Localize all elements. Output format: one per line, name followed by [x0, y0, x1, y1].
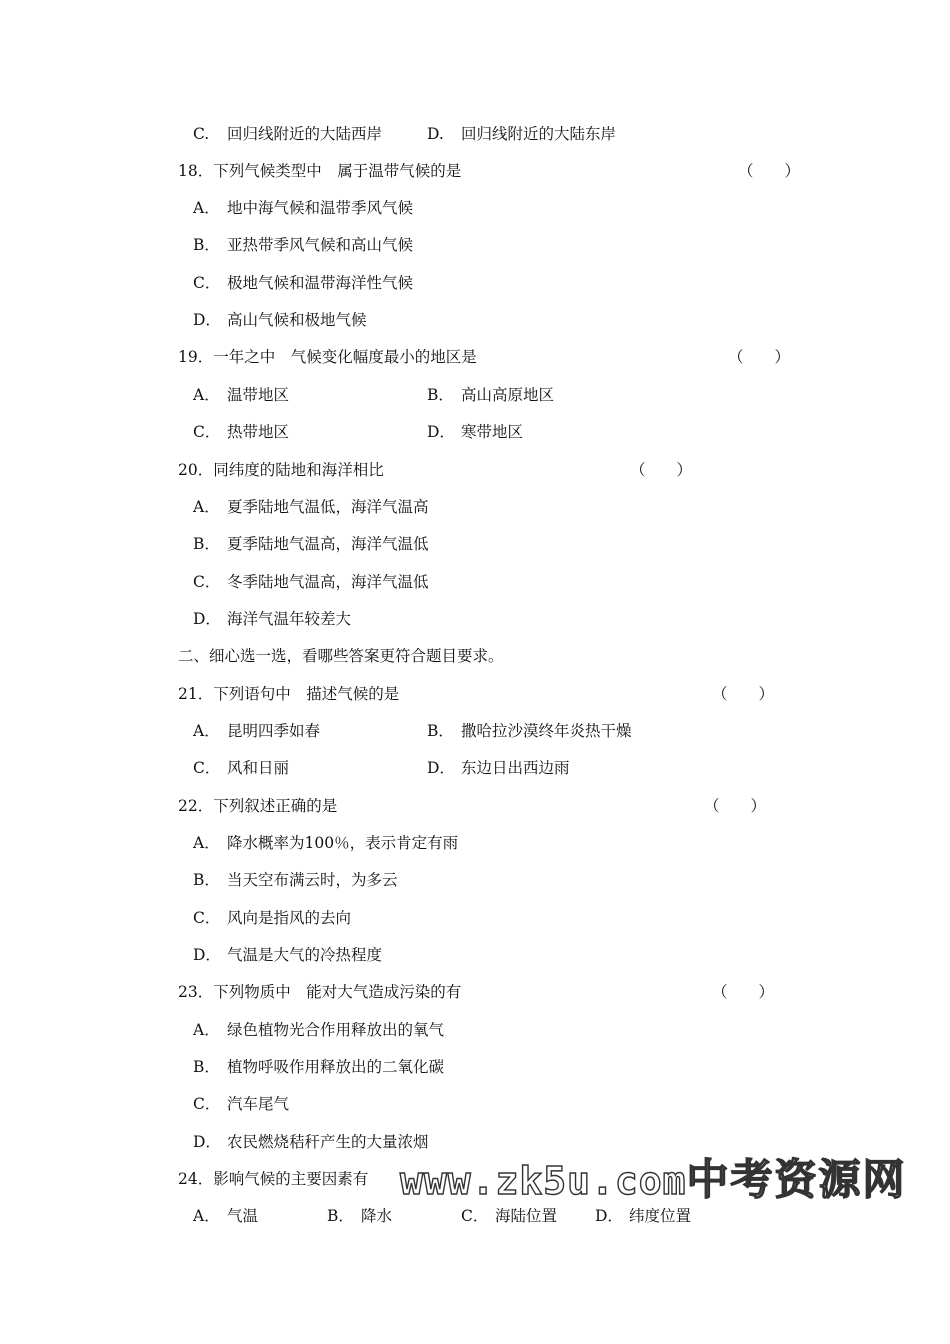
- q18-option-b: B． 亚热带季风气候和高山气候: [193, 236, 414, 254]
- q17-option-c: C. 回归线附近的大陆西岸: [193, 125, 383, 143]
- q19-option-d: D． 寒带地区: [427, 423, 524, 441]
- q22-option-b: B． 当天空布满云时，为多云: [193, 871, 398, 889]
- q19-option-c: C． 热带地区: [193, 423, 290, 441]
- q21-option-a: A． 昆明四季如春: [193, 722, 321, 740]
- q23-answer-paren: （ ）: [712, 983, 775, 1001]
- q23-option-c: C． 汽车尾气: [193, 1095, 290, 1113]
- q24-option-d: D． 纬度位置: [595, 1207, 692, 1225]
- q23-option-a: A． 绿色植物光合作用释放出的氧气: [193, 1021, 445, 1039]
- q18-option-a: A． 地中海气候和温带季风气候: [193, 199, 414, 217]
- q18-option-c: C． 极地气候和温带海洋性气候: [193, 274, 414, 292]
- q19-answer-paren: （ ）: [728, 348, 791, 366]
- q21-stem: 21．下列语句中 描述气候的是: [178, 685, 400, 703]
- watermark-site-name: 中考资源网: [686, 1155, 907, 1204]
- q21-option-d: D． 东边日出西边雨: [427, 759, 570, 777]
- q22-option-d: D． 气温是大气的冷热程度: [193, 946, 383, 964]
- q23-option-b: B． 植物呼吸作用释放出的二氧化碳: [193, 1058, 445, 1076]
- watermark-url: www.zk5u.com: [400, 1159, 687, 1203]
- q21-option-b: B． 撒哈拉沙漠终年炎热干燥: [427, 722, 632, 740]
- q24-stem: 24．影响气候的主要因素有: [178, 1170, 369, 1188]
- q19-option-b: B． 高山高原地区: [427, 386, 555, 404]
- q23-stem: 23．下列物质中 能对大气造成污染的有: [178, 983, 462, 1001]
- q18-answer-paren: （ ）: [738, 162, 801, 180]
- q18-option-d: D． 高山气候和极地气候: [193, 311, 367, 329]
- section-2-heading: 二、细心选一选，看哪些答案更符合题目要求。: [178, 647, 504, 665]
- q20-stem: 20．同纬度的陆地和海洋相比: [178, 461, 384, 479]
- q23-option-d: D． 农民燃烧秸秆产生的大量浓烟: [193, 1133, 429, 1151]
- q21-option-c: C． 风和日丽: [193, 759, 290, 777]
- q18-stem: 18．下列气候类型中 属于温带气候的是: [178, 162, 462, 180]
- q20-answer-paren: （ ）: [630, 461, 693, 479]
- q24-option-b: B． 降水: [327, 1207, 393, 1225]
- q24-option-a: A． 气温: [193, 1207, 259, 1225]
- q22-answer-paren: （ ）: [704, 797, 767, 815]
- q22-option-c: C． 风向是指风的去向: [193, 909, 352, 927]
- site-watermark: [400, 1155, 907, 1206]
- q20-option-b: B． 夏季陆地气温高，海洋气温低: [193, 535, 429, 553]
- q19-stem: 19．一年之中 气候变化幅度最小的地区是: [178, 348, 477, 366]
- q17-option-d: D. 回归线附近的大陆东岸: [427, 125, 617, 143]
- q19-option-a: A． 温带地区: [193, 386, 290, 404]
- q20-option-c: C． 冬季陆地气温高，海洋气温低: [193, 573, 429, 591]
- q20-option-d: D． 海洋气温年较差大: [193, 610, 352, 628]
- q20-option-a: A． 夏季陆地气温低，海洋气温高: [193, 498, 429, 516]
- q22-option-a: A． 降水概率为100％，表示肯定有雨: [193, 834, 459, 852]
- q24-option-c: C． 海陆位置: [461, 1207, 558, 1225]
- q22-stem: 22．下列叙述正确的是: [178, 797, 338, 815]
- q21-answer-paren: （ ）: [712, 685, 775, 703]
